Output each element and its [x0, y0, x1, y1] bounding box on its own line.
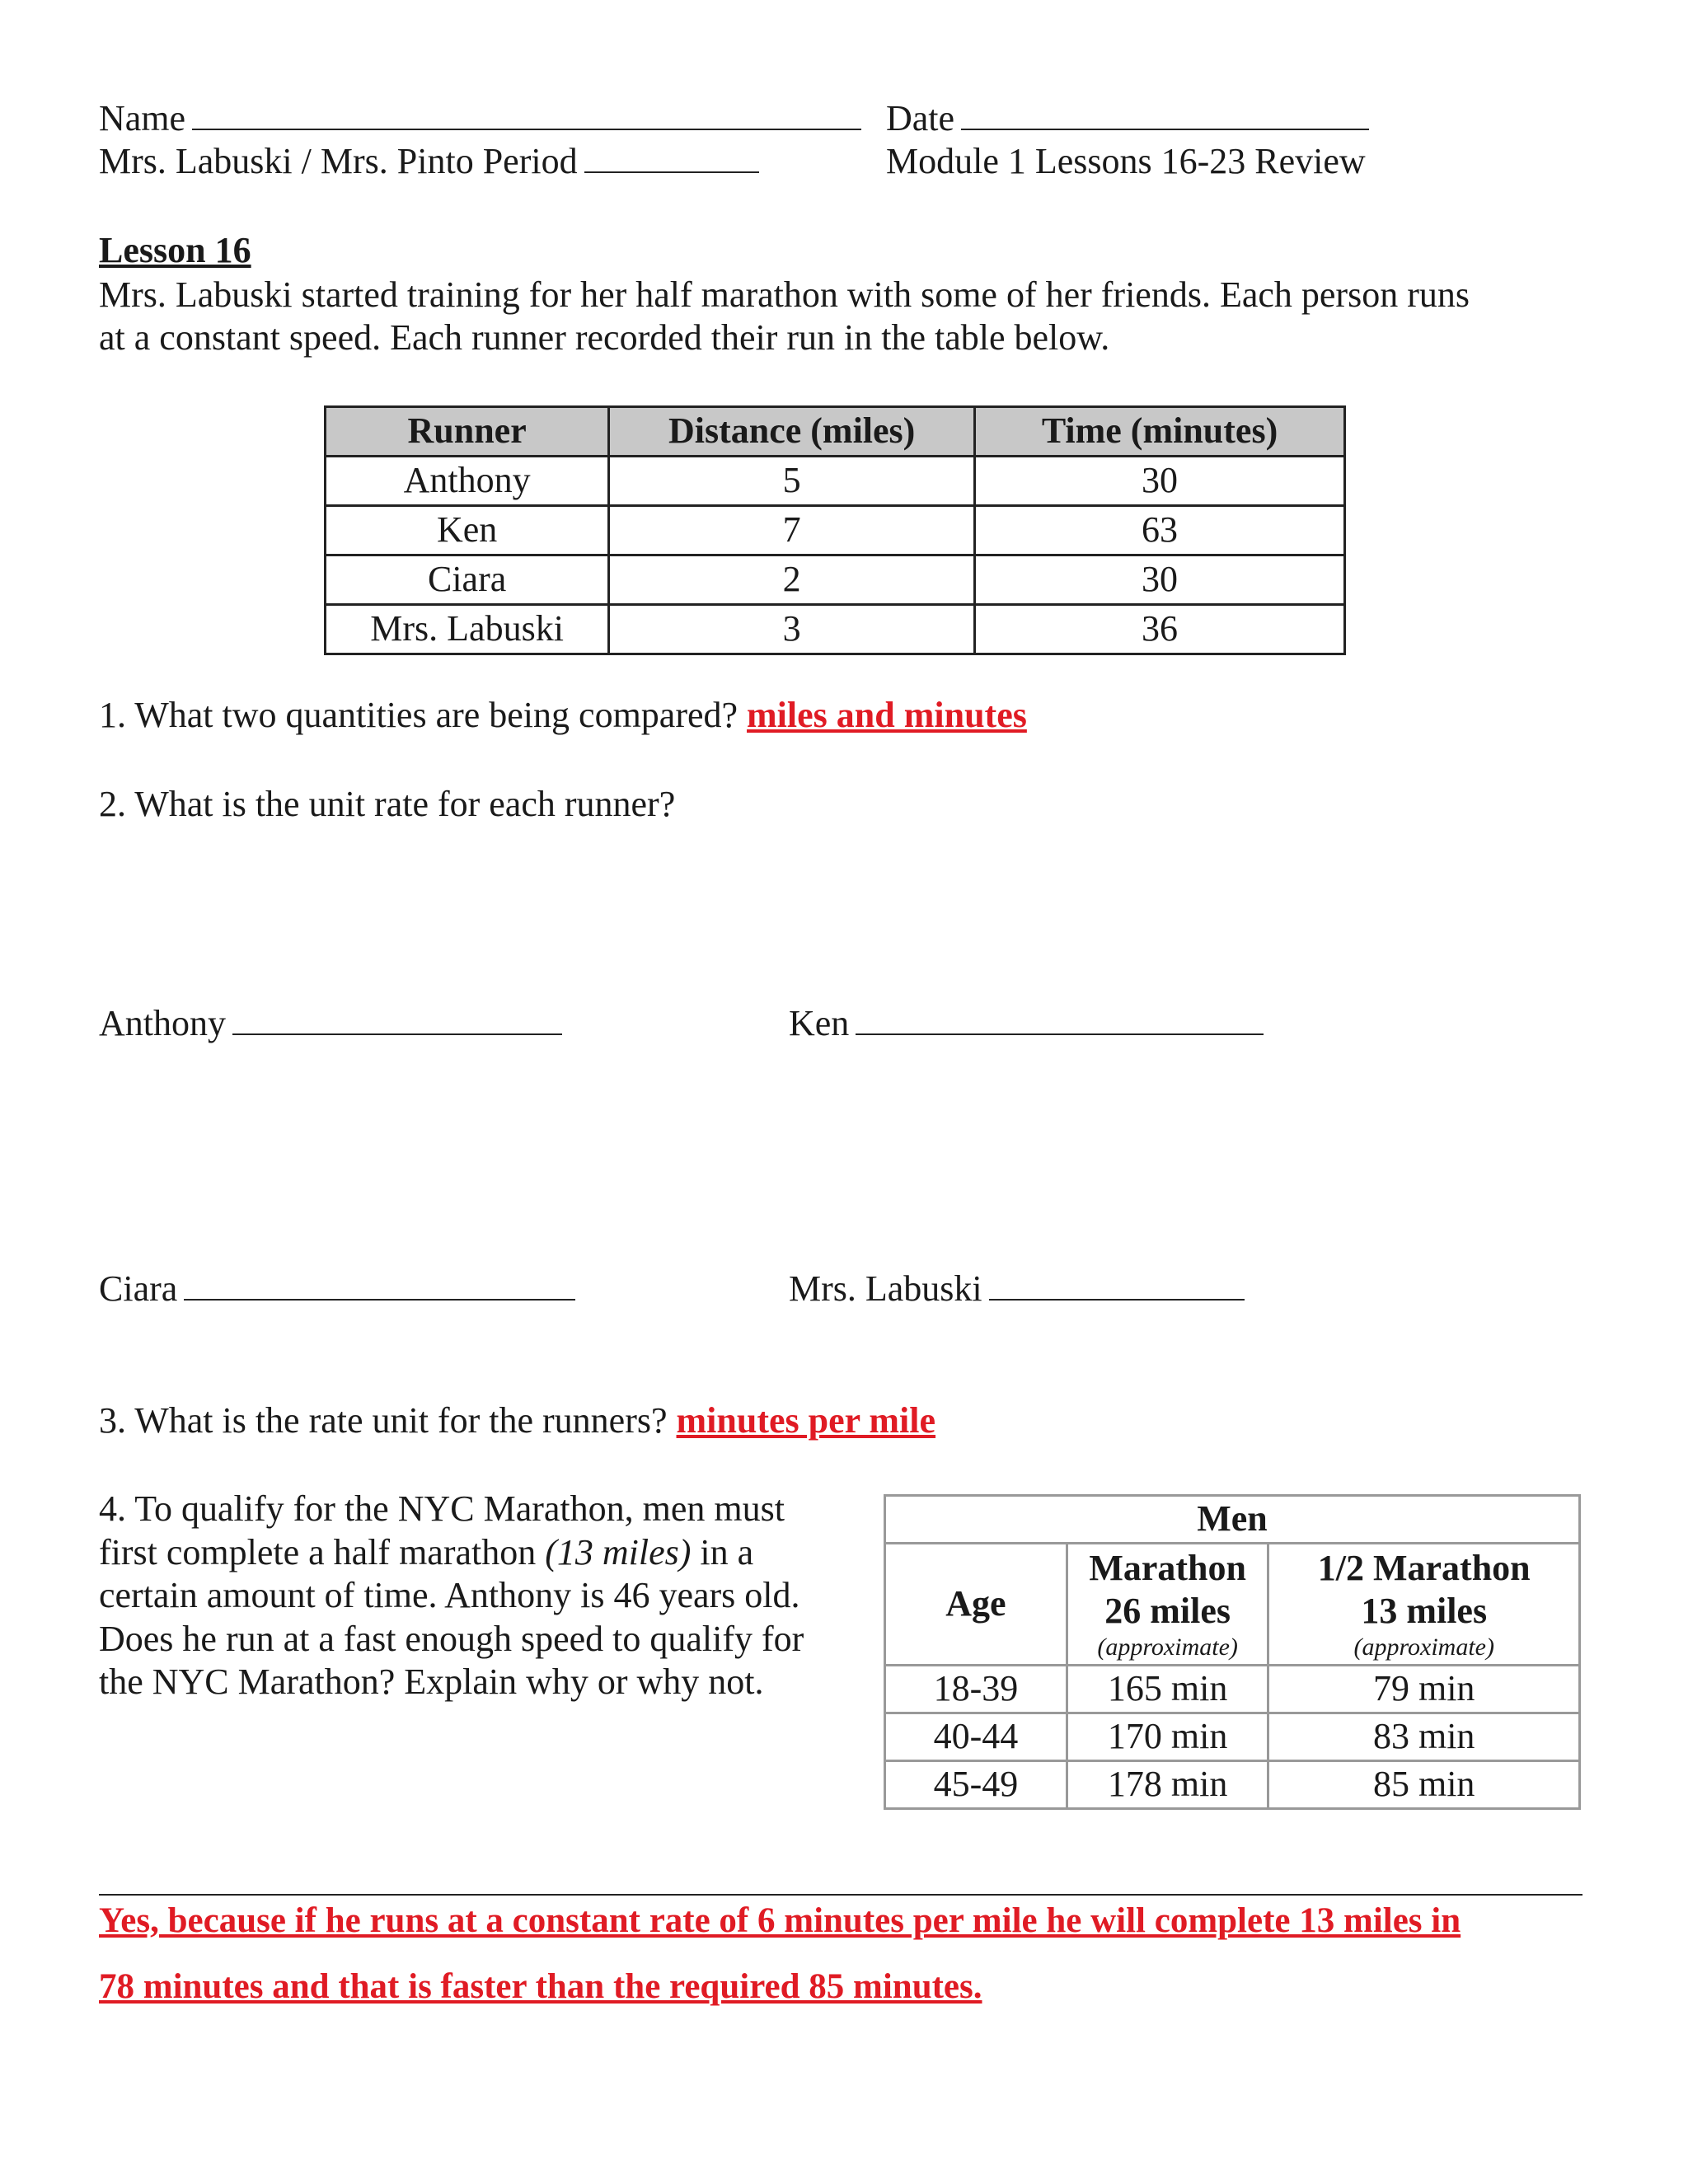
period-field [99, 140, 759, 184]
half-marathon-time-cell: 83 min [1268, 1713, 1580, 1761]
half-header-line1: 1/2 Marathon [1317, 1547, 1531, 1588]
name-label: Name [99, 98, 186, 138]
runner-table-header [326, 407, 1345, 457]
question-1 [99, 694, 1027, 738]
marathon-header-line1: Marathon [1089, 1547, 1246, 1588]
question-1-answer: miles and minutes [747, 695, 1027, 735]
marathon-time-cell: 170 min [1067, 1713, 1268, 1761]
question-3-answer: minutes per mile [676, 1400, 936, 1441]
date-field [886, 97, 1369, 141]
lesson-intro-line1: Mrs. Labuski started training for her half marathon with some of her friends. Each person runs [99, 274, 1470, 315]
table-row [885, 1666, 1580, 1713]
question-4-line2-post: in a [691, 1532, 754, 1572]
anthony-blank[interactable] [232, 1002, 562, 1035]
runner-cell: Ciara [326, 555, 609, 605]
anthony-rate-field [99, 1002, 562, 1046]
question-4-line3: certain amount of time. Anthony is 46 years old. [99, 1575, 800, 1615]
table-row [326, 457, 1345, 506]
header-distance: Distance (miles) [609, 407, 975, 457]
question-2-text: 2. What is the unit rate for each runner? [99, 784, 676, 824]
qual-header-row [885, 1544, 1580, 1666]
runner-cell: Mrs. Labuski [326, 605, 609, 654]
answer-4-line1: Yes, because if he runs at a constant rate of 6 minutes per mile he will complete 13 miles in [99, 1901, 1461, 1940]
marathon-time-cell: 165 min [1067, 1666, 1268, 1713]
table-row [326, 506, 1345, 555]
age-cell: 18-39 [885, 1666, 1067, 1713]
ciara-blank[interactable] [184, 1268, 575, 1301]
labuski-rate-field [789, 1268, 1245, 1311]
ciara-rate-field [99, 1268, 575, 1311]
half-marathon-time-cell: 85 min [1268, 1761, 1580, 1809]
men-header: Men [885, 1496, 1580, 1544]
ken-label: Ken [789, 1003, 850, 1043]
anthony-label: Anthony [99, 1003, 226, 1043]
header-time: Time (minutes) [975, 407, 1345, 457]
table-row [885, 1761, 1580, 1809]
labuski-blank[interactable] [989, 1268, 1245, 1301]
runner-cell: Anthony [326, 457, 609, 506]
question-4-line2-italic: (13 miles) [545, 1532, 692, 1572]
marathon-approx: (approximate) [1097, 1633, 1238, 1661]
marathon-header [1067, 1544, 1268, 1666]
time-cell: 30 [975, 555, 1345, 605]
question-4-line1: 4. To qualify for the NYC Marathon, men must [99, 1488, 785, 1529]
time-cell: 63 [975, 506, 1345, 555]
table-row [885, 1713, 1580, 1761]
half-header-line2: 13 miles [1361, 1590, 1488, 1631]
answer-rule [99, 1894, 1582, 1896]
lesson-title: Lesson 16 [99, 230, 251, 270]
ken-blank[interactable] [856, 1002, 1264, 1035]
qual-group-row [885, 1496, 1580, 1544]
name-field [99, 97, 861, 141]
period-blank[interactable] [584, 140, 759, 173]
half-approx: (approximate) [1353, 1633, 1494, 1661]
question-3 [99, 1399, 935, 1443]
time-cell: 36 [975, 605, 1345, 654]
date-label: Date [886, 98, 955, 138]
table-row [326, 605, 1345, 654]
half-marathon-header [1268, 1544, 1580, 1666]
lesson-intro-line2: at a constant speed. Each runner recorded their run in the table below. [99, 317, 1110, 358]
answer-4-line2: 78 minutes and that is faster than the required 85 minutes. [99, 1967, 982, 2006]
qualifying-times-table [884, 1494, 1581, 1810]
question-1-text: 1. What two quantities are being compared? [99, 695, 738, 735]
age-cell: 40-44 [885, 1713, 1067, 1761]
question-3-text: 3. What is the rate unit for the runners? [99, 1400, 668, 1441]
teacher-period-label: Mrs. Labuski / Mrs. Pinto Period [99, 141, 578, 181]
question-4-line2 [99, 1531, 753, 1575]
date-blank[interactable] [961, 97, 1369, 130]
time-cell: 30 [975, 457, 1345, 506]
age-header: Age [885, 1544, 1067, 1666]
ken-rate-field [789, 1002, 1264, 1046]
ciara-label: Ciara [99, 1268, 178, 1309]
marathon-header-line2: 26 miles [1104, 1590, 1231, 1631]
distance-cell: 3 [609, 605, 975, 654]
runner-table [324, 405, 1346, 655]
half-marathon-time-cell: 79 min [1268, 1666, 1580, 1713]
distance-cell: 7 [609, 506, 975, 555]
header-runner: Runner [326, 407, 609, 457]
question-4-line2-pre: first complete a half marathon [99, 1532, 546, 1572]
table-row [326, 555, 1345, 605]
question-4-line5: the NYC Marathon? Explain why or why not. [99, 1661, 764, 1702]
marathon-time-cell: 178 min [1067, 1761, 1268, 1809]
name-blank[interactable] [192, 97, 861, 130]
distance-cell: 5 [609, 457, 975, 506]
question-4-line4: Does he run at a fast enough speed to qualify for [99, 1619, 804, 1659]
distance-cell: 2 [609, 555, 975, 605]
age-cell: 45-49 [885, 1761, 1067, 1809]
labuski-label: Mrs. Labuski [789, 1268, 982, 1309]
module-title: Module 1 Lessons 16-23 Review [886, 141, 1366, 181]
runner-cell: Ken [326, 506, 609, 555]
